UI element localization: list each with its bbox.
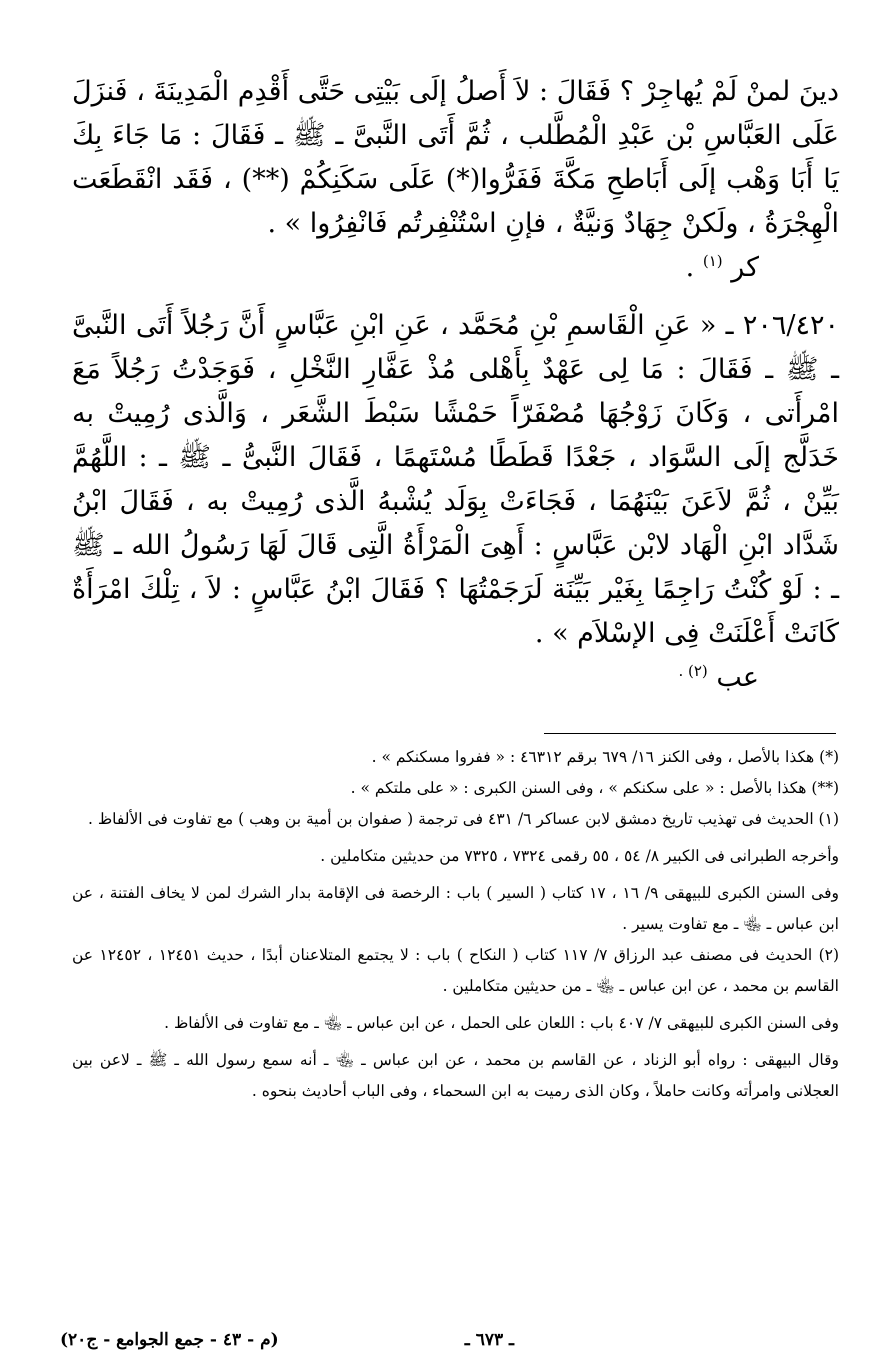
footnote: وفى السنن الكبرى للبيهقى ٧/ ٤٠٧ باب : اللعان على الحمل ، عن ابن عباس ـ ﵄ ـ مع تفاوت فى الألفاظ . bbox=[164, 1014, 839, 1032]
text-line: دينَ لمنْ لَمْ يُهاجِرْ ؟ فَقَالَ : لاَ أَصلُ إلَى بَيْتِى حَتَّى أَقْدِم الْمَدِينَةَ ، فَنزَلَ عَلَى العَبَّاسِ بْن bbox=[72, 76, 839, 151]
footnote-ref: (١) bbox=[702, 252, 723, 270]
source-attribution: كر $^{(١)}$ . bbox=[685, 252, 759, 283]
text-line: عَبْدِ الْمُطَّلب ، ثُمَّ أَتَى النَّبىَّ ـ ﷺ ـ فَقَالَ : مَا جَاءَ بِكَ يَا أَبَا وَهْب إلَى أَبَاطحِ مَكَّةَ bbox=[72, 120, 839, 195]
footnote: وأخرجه الطبرانى فى الكبير ٨/ ٥٤ ، ٥٥ رقمى ٧٣٢٤ ، ٧٣٢٥ من حديثين متكاملين . bbox=[320, 847, 839, 865]
footnote: (٢) الحديث فى مصنف عبد الرزاق ٧/ ١١٧ كتاب ( النكاح ) باب : لا يجتمع المتلاعنان أبدًا ، حديث ١٢٤٥١ ، ١٢٤٥٢ عن القاسم بن محمد ، عن ابن عباس ـ ﵄ ـ من حديثين متكاملين . bbox=[72, 946, 840, 995]
source-code: كر bbox=[731, 252, 759, 283]
text-line: ابْنِ الْهَاد لابْن عَبَّاسٍ : أَهِىَ الْمَرْأَةُ الَّتِى قَالَ لَهَا رَسُولُ الله ـ ﷺ ـ : لَوْ كُنْتُ رَاجِمًا بِغَيْر bbox=[72, 530, 839, 605]
page-number: ـ ٦٧٣ ـ bbox=[464, 1330, 514, 1350]
footnote-divider bbox=[544, 733, 836, 734]
print-signature: (م - ٤٣ - جمع الجوامع - ج٢٠) bbox=[60, 1330, 279, 1350]
text-line: فَقَالَ : مَا لِى عَهْدٌ بِأَهْلى مُذْ عَفَّارِ النَّخْلِ ، فَوَجَدْتُ رَجُلاً مَعَ امْرأَتى ، وَكَانَ زَوْجُهَا مُصْفَرّاً bbox=[72, 354, 839, 429]
text-line: ٢٠٦/٤٢٠ ـ « عَنِ الْقَاسمِ بْنِ مُحَمَّد ، عَنِ ابْنِ عَبَّاسٍ أَنَّ رَجُلاً أَتَى النَّبىَّ ـ ﷺ ـ bbox=[72, 310, 839, 385]
hadith-paragraph bbox=[72, 70, 839, 246]
main-text bbox=[72, 70, 839, 700]
text-line: بَيِّنَة لَرَجَمْتُهَا ؟ فَقَالَ ابْنُ عَبَّاسٍ : لاَ ، تِلْكَ امْرَأَةٌ كَانَتْ أَعْلَنَتْ فِى الإسْلاَم » . bbox=[72, 574, 839, 649]
source-attribution bbox=[72, 656, 839, 700]
text-line: فَانْفِرُوا » . bbox=[267, 208, 388, 239]
footnote: (**) هكذا بالأصل : « على سكنكم » ، وفى السنن الكبرى : « على ملتكم » . bbox=[350, 779, 839, 797]
hadith-paragraph bbox=[72, 304, 839, 656]
text-line: ـ ﷺ ـ : اللَّهُمَّ بَيِّنْ ، ثُمَّ لاَعَنَ بَيْنَهُمَا ، فَجَاءَتْ بِوَلَد يُشْبهُ الَّذى رُمِيتْ به ، فَقَالَ ابْنُ شَدَّاد bbox=[72, 442, 839, 561]
text-line: فَفَرُّوا(*) عَلَى سَكَنِكُمْ (**) ، فَقَد انْقَطَعَت الْهِجْرَةُ ، ولَكنْ جِهَادٌ وَنيَّةٌ ، فإنِ اسْتُنْفِرتُم bbox=[72, 164, 839, 239]
footnote: (*) هكذا بالأصل ، وفى الكنز ١٦/ ٦٧٩ برقم ٤٦٣١٢ : « ففروا مسكنكم » . bbox=[371, 748, 839, 766]
source-code: عب bbox=[716, 662, 759, 693]
footnote-ref: (٢) . bbox=[678, 662, 708, 680]
footnote: وفى السنن الكبرى للبيهقى ٩/ ١٦ ، ١٧ كتاب ( السير ) باب : الرخصة فى الإقامة بدار الشرك لمن لا يخاف الفتنة ، عن ابن عباس ـ ﵄ ـ مع تفاوت يسير . bbox=[72, 884, 839, 933]
footnote: (١) الحديث فى تهذيب تاريخ دمشق لابن عساكر ٦/ ٤٣١ فى ترجمة ( صفوان بن أمية بن وهب ) مع تفاوت فى الألفاظ . bbox=[87, 810, 839, 828]
text-line: حَمْشًا سَبْطَ الشَّعَر ، وَالَّذى رُمِيتْ به خَدَلَّج إلَى السَّوَاد ، جَعْدًا قَطَطًا مُسْتَهمًا ، فَقَالَ النَّبىُّ bbox=[72, 398, 839, 473]
footnotes bbox=[72, 742, 839, 1107]
footnote: وقال البيهقى : رواه أبو الزناد ، عن القاسم بن محمد ، عن ابن عباس ـ ﵄ ـ أنه سمع رسول الله ـ ﷺ ـ لاعن بين العجلانى وامرأته وكانت حاملاً ، وكان الذى رميت به ابن السحماء ، وفى الباب أحاديث بنحوه . bbox=[72, 1051, 839, 1100]
